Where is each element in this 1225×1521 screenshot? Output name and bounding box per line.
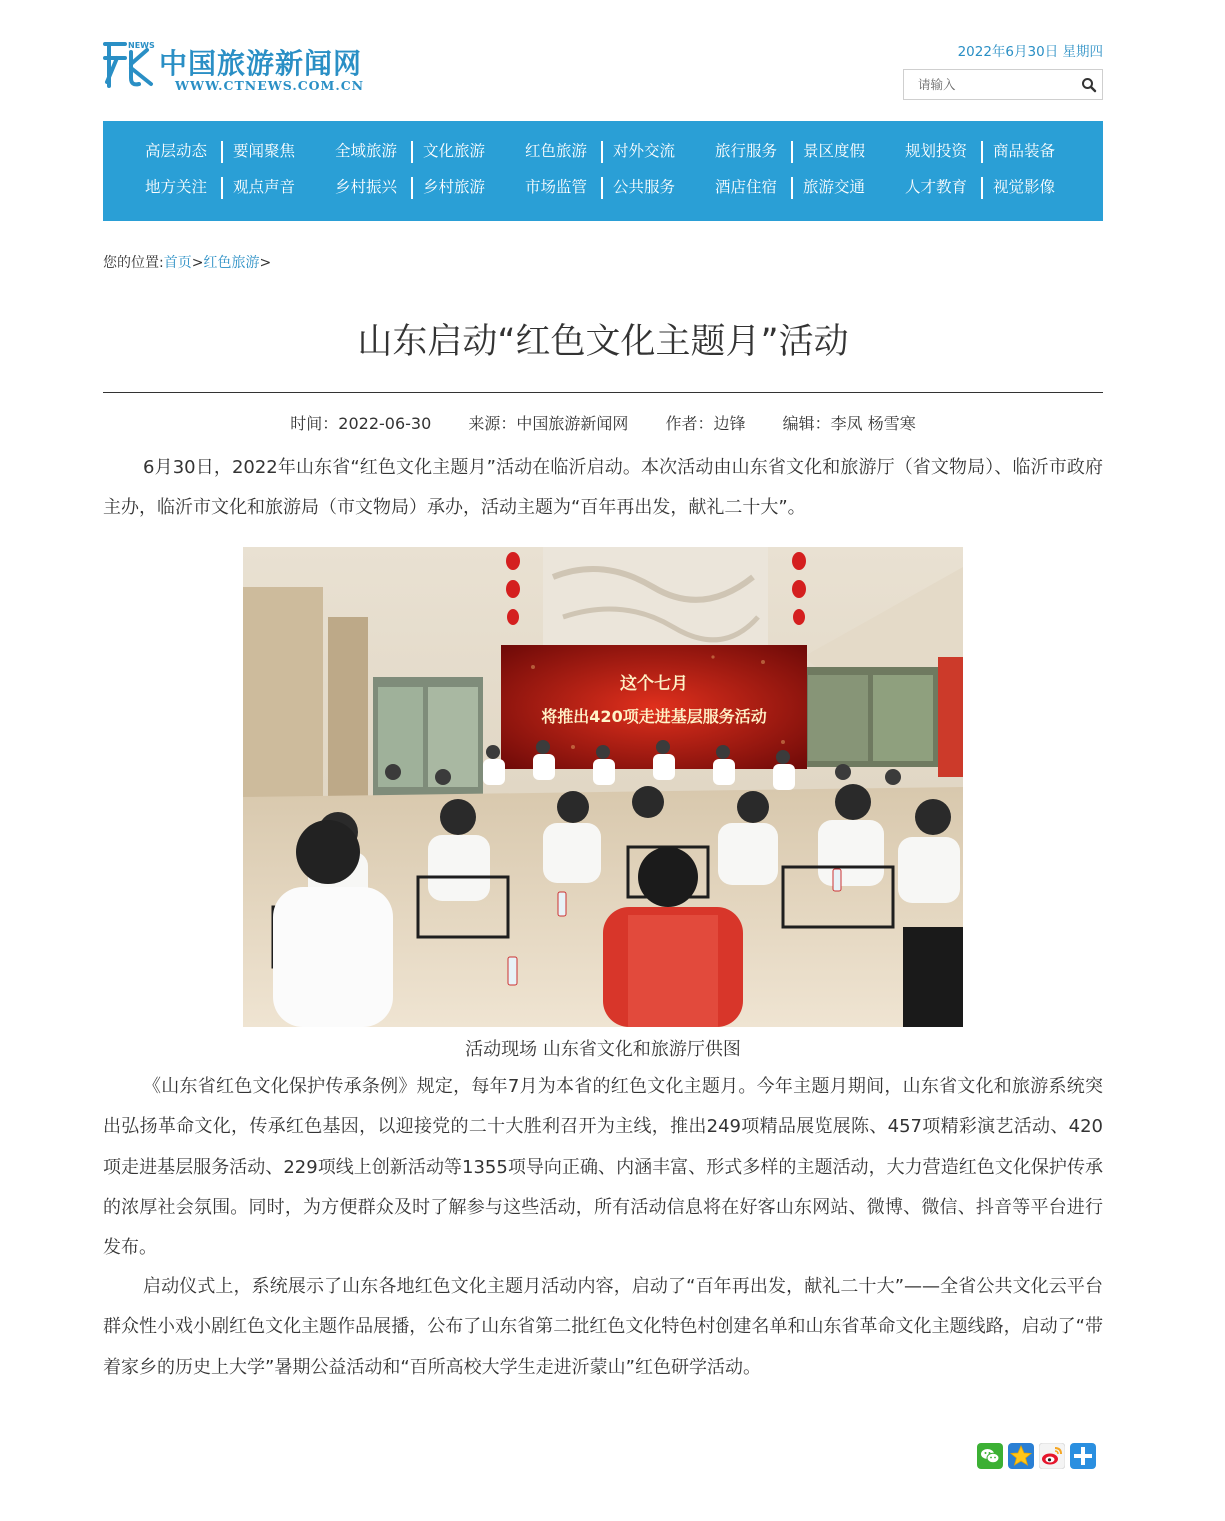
nav-row-1 <box>103 135 1103 165</box>
nav-row-2 <box>103 171 1103 201</box>
nav-divider <box>411 141 413 163</box>
screen-text-line-2: 将推出420项走进基层服务活动 <box>541 707 767 726</box>
nav-group <box>715 171 885 201</box>
nav-item[interactable]: 酒店住宿 <box>715 178 778 196</box>
nav-group <box>905 135 1075 165</box>
search-icon[interactable] <box>1081 77 1097 93</box>
photo-caption: 活动现场 山东省文化和旅游厅供图 <box>465 1039 741 1060</box>
nav-divider <box>981 141 983 163</box>
title-divider <box>103 392 1103 393</box>
nav-divider <box>601 177 603 199</box>
share-bar <box>977 1443 1097 1469</box>
nav-group <box>335 135 505 165</box>
nav-item[interactable]: 观点声音 <box>233 178 296 196</box>
search-input[interactable] <box>904 70 1086 99</box>
breadcrumb-section-link[interactable]: 红色旅游 <box>203 255 260 271</box>
nav-divider <box>411 177 413 199</box>
nav-item[interactable]: 旅行服务 <box>715 142 778 160</box>
nav-divider <box>791 177 793 199</box>
logo-site-url: WWW.CTNEWS.COM.CN <box>175 78 365 93</box>
nav-divider <box>981 177 983 199</box>
nav-group <box>145 135 315 165</box>
breadcrumb-prefix: 您的位置: <box>103 255 164 271</box>
breadcrumb-separator: > <box>191 255 204 271</box>
article-editor: 编辑：李凤 杨雪寒 <box>782 414 916 433</box>
page <box>103 0 1103 1521</box>
article-meta <box>103 411 1103 434</box>
breadcrumb-separator: > <box>259 255 272 271</box>
nav-item[interactable]: 全域旅游 <box>335 142 398 160</box>
nav-item[interactable]: 文化旅游 <box>423 142 486 160</box>
qzone-icon[interactable] <box>1008 1443 1034 1469</box>
current-date: 2022年6月30日 星期四 <box>957 44 1103 60</box>
nav-group <box>145 171 315 201</box>
breadcrumb-home-link[interactable]: 首页 <box>163 255 192 271</box>
weibo-icon[interactable] <box>1039 1443 1065 1469</box>
nav-divider <box>221 177 223 199</box>
article-paragraph-2: 《山东省红色文化保护传承条例》规定，每年7月为本省的红色文化主题月。今年主题月期间，山东省文化和旅游系统突出弘扬革命文化，传承红色基因，以迎接党的二十大胜利召开为主线，推出249项精品展览展陈、457项精彩演艺活动、420项走进基层服务活动、229项线上创新活动等1355项导向正确、内涵丰富、形式多样的主题活动，大力营造红色文化保护传承的浓厚社会氛围。同时，为方便群众及时了解参与这些活动，所有活动信息将在好客山东网站、微博、微信、抖音等平台进行发布。 <box>103 1076 1103 1259</box>
nav-item[interactable]: 商品装备 <box>993 142 1056 160</box>
nav-item[interactable]: 市场监管 <box>525 178 588 196</box>
nav-item[interactable]: 公共服务 <box>613 178 676 196</box>
nav-divider <box>601 141 603 163</box>
nav-group <box>335 171 505 201</box>
nav-divider <box>791 141 793 163</box>
wechat-icon[interactable] <box>977 1443 1003 1469</box>
article-source: 来源：中国旅游新闻网 <box>468 414 629 433</box>
nav-group <box>715 135 885 165</box>
nav-item[interactable]: 红色旅游 <box>525 142 588 160</box>
breadcrumb <box>103 252 271 272</box>
nav-item[interactable]: 高层动态 <box>145 142 208 160</box>
nav-item[interactable]: 景区度假 <box>803 142 866 160</box>
nav-group <box>905 171 1075 201</box>
nav-item[interactable]: 要闻聚焦 <box>233 142 296 160</box>
logo-news-text: NEWS <box>128 41 155 50</box>
nav-item[interactable]: 乡村旅游 <box>423 178 486 196</box>
nav-group <box>525 171 695 201</box>
main-nav <box>103 121 1103 221</box>
nav-divider <box>221 141 223 163</box>
nav-group <box>525 135 695 165</box>
nav-item[interactable]: 地方关注 <box>145 178 208 196</box>
nav-item[interactable]: 旅游交通 <box>803 178 866 196</box>
nav-item[interactable]: 视觉影像 <box>993 178 1056 196</box>
logo-site-name: 中国旅游新闻网 <box>159 47 363 80</box>
article-author: 作者：边锋 <box>665 414 746 433</box>
screen-text-line-1: 这个七月 <box>620 674 688 694</box>
article-paragraph-3: 启动仪式上，系统展示了山东各地红色文化主题月活动内容，启动了“百年再出发，献礼二十大”——全省公共文化云平台群众性小戏小剧红色文化主题作品展播，公布了山东省第二批红色文化特色村创建名单和山东省革命文化主题线路，启动了“带着家乡的历史上大学”暑期公益活动和“百所高校大学生走进沂蒙山”红色研学活动。 <box>103 1276 1103 1378</box>
more-plus-icon[interactable] <box>1070 1443 1096 1469</box>
article-title: 山东启动“红色文化主题月”活动 <box>357 322 849 362</box>
article-photo <box>243 547 963 1027</box>
nav-item[interactable]: 规划投资 <box>905 142 968 160</box>
article-time: 时间：2022-06-30 <box>290 414 432 433</box>
nav-item[interactable]: 对外交流 <box>613 142 676 160</box>
search-box <box>903 69 1103 100</box>
event-scene-illustration <box>243 547 963 1027</box>
article-paragraph-1: 6月30日，2022年山东省“红色文化主题月”活动在临沂启动。本次活动由山东省文化和旅游厅（省文物局）、临沂市政府主办，临沂市文化和旅游局（市文物局）承办，活动主题为“百年再出发，献礼二十大”。 <box>103 457 1103 519</box>
nav-item[interactable]: 人才教育 <box>905 178 968 196</box>
site-logo[interactable] <box>103 38 393 98</box>
nav-item[interactable]: 乡村振兴 <box>335 178 398 196</box>
